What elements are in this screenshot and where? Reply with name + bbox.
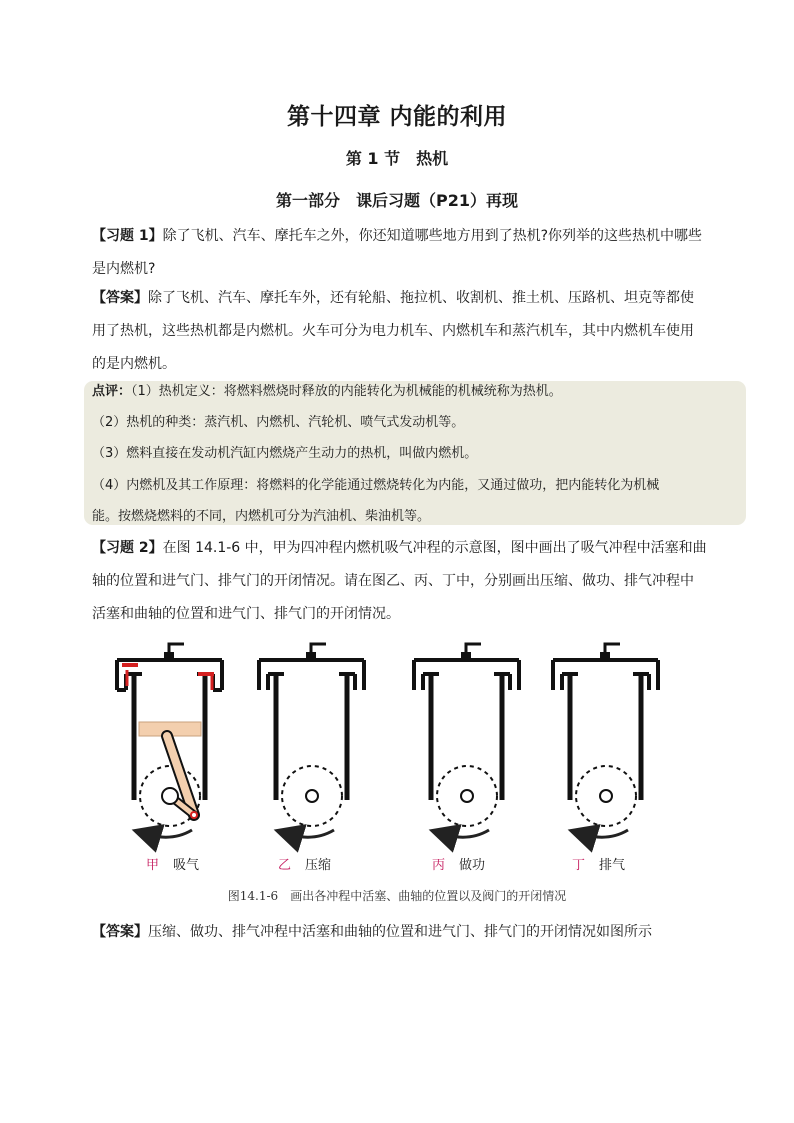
answer-2-text: 压缩、做功、排气冲程中活塞和曲轴的位置和进气门、排气门的开闭情况如图所示 (148, 924, 652, 940)
intake-valve-mark (122, 663, 138, 667)
answer-1-label: 【答案】 (92, 290, 148, 306)
question-2-line2: 轴的位置和进气门、排气门的开闭情况。请在图乙、丙、丁中，分别画出压缩、做功、排气冲程中 (92, 573, 694, 589)
question-1-text-line1: 除了飞机、汽车、摩托车之外，你还知道哪些地方用到了热机?你列举的这些热机中哪些 (162, 228, 703, 244)
commentary-text-1: （1）热机定义：将燃料燃烧时释放的内能转化为机械能的机械统称为热机。 (131, 384, 562, 399)
engine-ding (553, 644, 658, 837)
question-1 (92, 220, 708, 286)
caption-yi-name: 乙 (278, 858, 292, 873)
exhaust-valve-mark (198, 672, 214, 676)
engine-jia (117, 644, 222, 837)
answer-2-label: 【答案】 (92, 924, 148, 940)
commentary-label: 点评： (92, 384, 132, 399)
four-stroke-engine-figure (92, 630, 692, 880)
caption-jia-stroke: 吸气 (173, 858, 200, 873)
question-2-line3: 活塞和曲轴的位置和进气门、排气门的开闭情况。 (92, 606, 400, 622)
engine-yi (259, 644, 364, 837)
part-title: 第一部分 课后习题（P21）再现 (276, 191, 518, 210)
caption-ding-stroke: 排气 (599, 858, 626, 873)
caption-jia-name: 甲 (146, 858, 160, 873)
question-2-label: 【习题 2】 (92, 540, 163, 556)
commentary-line-3: （3）燃料直接在发动机汽缸内燃烧产生动力的热机，叫做内燃机。 (92, 446, 478, 461)
caption-bing-stroke: 做功 (459, 858, 486, 873)
caption-bing (432, 854, 485, 873)
question-2-line1: 在图 14.1-6 中，甲为四冲程内燃机吸气冲程的示意图，图中画出了吸气冲程中活塞和曲 (162, 540, 707, 556)
answer-1-line1: 除了飞机、汽车、摩托车外，还有轮船、拖拉机、收割机、推土机、压路机、坦克等都使 (148, 290, 694, 306)
caption-yi (278, 854, 331, 873)
section-title: 第 1 节 热机 (345, 149, 449, 168)
caption-ding (572, 854, 625, 873)
rotation-arrow (288, 830, 334, 837)
commentary-line-1 (92, 376, 712, 407)
caption-ding-name: 丁 (572, 858, 586, 873)
figure-caption: 图14.1-6 画出各冲程中活塞、曲轴的位置以及阀门的开闭情况 (227, 889, 567, 903)
rotation-arrow (582, 830, 628, 837)
answer-2 (92, 916, 708, 949)
engine-bing (414, 644, 519, 837)
chapter-title: 第十四章 内能的利用 (286, 104, 507, 130)
question-1-text-line2: 是内燃机? (92, 261, 156, 277)
rotation-arrow (443, 830, 489, 837)
caption-jia (146, 854, 199, 873)
question-2 (92, 532, 708, 631)
question-1-label: 【习题 1】 (92, 228, 163, 244)
answer-1 (92, 282, 708, 381)
commentary-line-4: （4）内燃机及其工作原理：将燃料的化学能通过燃烧转化为内能，又通过做功，把内能转化为机械 (92, 478, 660, 493)
commentary-line-2: （2）热机的种类：蒸汽机、内燃机、汽轮机、喷气式发动机等。 (92, 415, 465, 430)
caption-bing-name: 丙 (432, 858, 446, 873)
answer-1-line3: 的是内燃机。 (92, 356, 176, 372)
rotation-arrow (146, 830, 192, 837)
commentary-line-5: 能。按燃烧燃料的不同，内燃机可分为汽油机、柴油机等。 (92, 509, 431, 524)
caption-yi-stroke: 压缩 (305, 858, 332, 873)
answer-1-line2: 用了热机，这些热机都是内燃机。火车可分为电力机车、内燃机车和蒸汽机车，其中内燃机车使用 (92, 323, 694, 339)
